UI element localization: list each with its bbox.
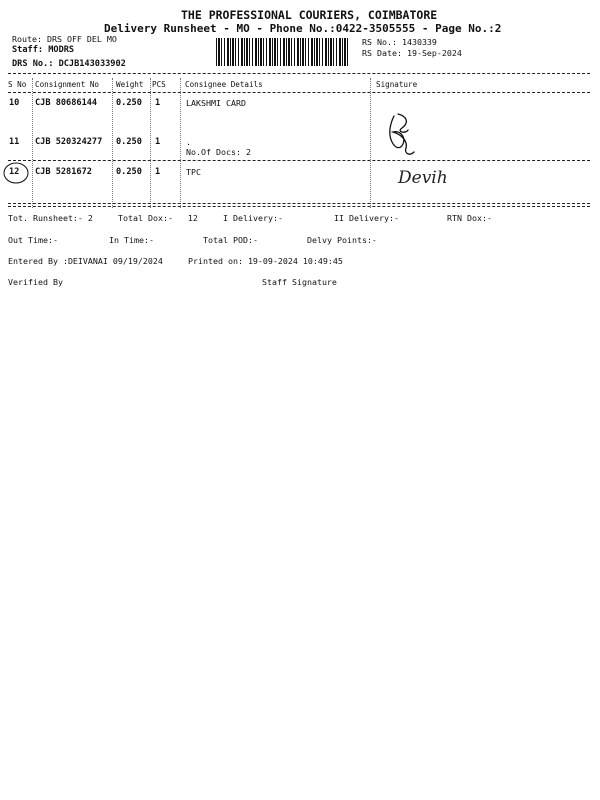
row-sno: 11 xyxy=(9,137,20,147)
row-sno: 10 xyxy=(9,98,20,108)
col-sep xyxy=(180,78,181,208)
rtn-dox: RTN Dox:- xyxy=(447,213,492,223)
out-time: Out Time:- xyxy=(8,235,58,245)
row-sno: 12 xyxy=(9,167,20,177)
verified-by: Verified By xyxy=(8,277,63,287)
row-weight: 0.250 xyxy=(116,137,142,147)
delivery-points: Delvy Points:- xyxy=(307,235,377,245)
divider-bottom-2 xyxy=(8,206,590,207)
total-runsheet: Tot. Runsheet:- 2 xyxy=(8,213,93,223)
row-pcs: 1 xyxy=(155,137,161,147)
col-consignment: Consignment No xyxy=(35,80,100,89)
second-delivery: II Delivery:- xyxy=(334,213,399,223)
col-sep xyxy=(370,78,371,208)
col-pcs: PCS xyxy=(152,80,166,89)
col-signature: Signature xyxy=(376,80,418,89)
drs-number: DRS No.: DCJB143033902 xyxy=(12,59,126,69)
divider-row xyxy=(8,160,590,161)
printed-on: Printed on: 19-09-2024 10:49:45 xyxy=(188,256,343,266)
col-sep xyxy=(112,78,113,208)
first-delivery: I Delivery:- xyxy=(223,213,283,223)
row-details: LAKSHMI CARD xyxy=(186,98,246,108)
col-weight: Weight xyxy=(116,80,144,89)
route-label: Route: DRS OFF DEL MO xyxy=(12,34,117,44)
rs-number: RS No.: 1430339 xyxy=(362,37,437,47)
total-dox: Total Dox:- 12 xyxy=(118,213,198,223)
staff-label: Staff: MODRS xyxy=(12,45,75,55)
row-consignment: CJB 520324277 xyxy=(35,137,103,147)
col-sno: S No xyxy=(8,80,27,89)
row-consignment: CJB 5281672 xyxy=(35,167,92,177)
in-time: In Time:- xyxy=(109,235,154,245)
staff-signature: Staff Signature xyxy=(262,277,337,287)
row-pcs: 1 xyxy=(155,98,161,108)
total-pod: Total POD:- xyxy=(203,235,258,245)
row-pcs: 1 xyxy=(155,167,161,177)
col-consignee: Consignee Details xyxy=(185,80,263,89)
barcode-image xyxy=(216,38,350,66)
col-sep xyxy=(150,78,151,208)
row-weight: 0.250 xyxy=(116,167,142,177)
col-sep xyxy=(32,78,33,208)
signature-row11 xyxy=(384,110,418,158)
row-weight: 0.250 xyxy=(116,98,142,108)
runsheet-line: Delivery Runsheet - MO - Phone No.:0422-3505555 - Page No.:2 xyxy=(104,22,502,35)
row-details: . xyxy=(186,137,191,147)
divider-top xyxy=(8,73,590,74)
rs-date: RS Date: 19-Sep-2024 xyxy=(362,48,462,58)
row-docs-count: No.Of Docs: 2 xyxy=(186,147,251,157)
entered-by: Entered By :DEIVANAI 09/19/2024 xyxy=(8,256,163,266)
divider-bottom xyxy=(8,203,590,204)
company-title: THE PROFESSIONAL COURIERS, COIMBATORE xyxy=(181,8,438,22)
circle-mark xyxy=(2,160,32,186)
divider-header xyxy=(8,92,590,93)
row-details: TPC xyxy=(186,167,201,177)
signature-row12: Devih xyxy=(398,168,448,188)
row-consignment: CJB 80686144 xyxy=(35,98,98,108)
